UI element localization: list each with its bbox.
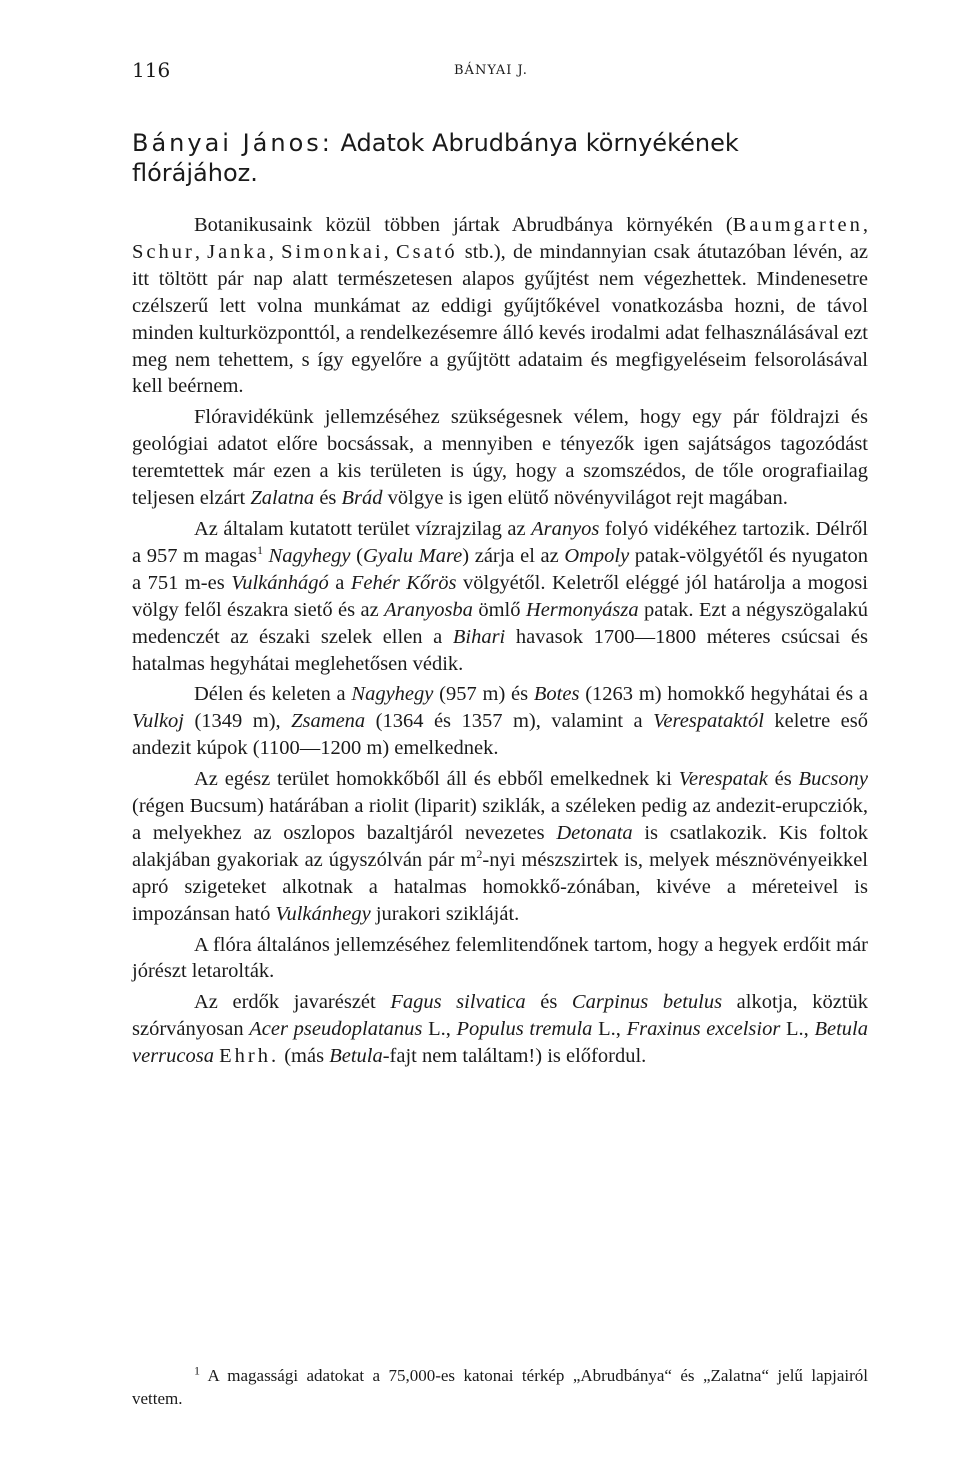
paragraph-1: Botanikusaink közül többen jártak Abrudbánya környékén (Baumgarten, Schur, Janka, Simonkai, Csató stb.), de mindannyian csak átutazóban lévén, az itt töltött pár nap alatt természetesen alapos gyűjtést nem végezhettek. Mindenesetre czélszerű lett volna munkámat az eddigi gyűjtőkével vonatkozásba hozni, de távol minden kulturközponttól, a rendelkezésemre álló kevés irodalmi adat felhasználásával ezt meg nem tehettem, s így egyelőre a gyűjtött adataim és megfigyeléseim felsorolásával kell beérnem. xyxy=(132,214,869,398)
running-head: BÁNYAI J. xyxy=(454,63,528,78)
paragraph-2: Flóravidékünk jellemzéséhez szükségesnek vélem, hogy egy pár földrajzi és geológiai adatot előre bocsássak, a mennyiben e tényezők igen sajátságos tagozódást teremtettek már ezen a kis területen is úgy, hogy a szomszédos, de tőle orografiailag teljesen elzárt Zalatna és Brád völgye is igen elütő növényvilágot rejt magában. xyxy=(132,406,868,510)
footnote-marker: 1 xyxy=(194,1363,200,1378)
paragraph-7: Az erdők javarészét Fagus silvatica és Carpinus betulus alkotja, köztük szórványosan Acer pseudoplatanus L., Populus tremula L., Fraxinus excelsior L., Betula verrucosa Ehrh. (más Betula-fajt nem találtam!) is előfordul. xyxy=(132,991,868,1068)
title-author: Bányai János: xyxy=(132,129,333,157)
paragraph-5: Az egész terület homokkőből áll és ebből emelkednek ki Verespatak és Bucsony (régen Bucsum) határában a riolit (liparit) sziklák, a széleken pedig az andezit-erupcziók, a melyekhez az oszlopos bazaltjáról nevezetes Detonata is csatlakozik. Kis foltok alakjában gyakoriak az úgyszólván pár $m^2$-nyi mészszirtek is, melyek mésznövényeikkel apró szigeteket alkotnak a hatalmas homokkő-zónában, kivéve a méreteivel is impozánsan ható Vulkánhegy jurakori szikláját. xyxy=(132,768,868,925)
footnote-ref: 1 xyxy=(256,543,263,558)
title-text: Adatok Abrudbánya környékének flórájához. xyxy=(132,129,739,187)
footnote xyxy=(132,1364,868,1410)
article-body xyxy=(132,212,868,1074)
paragraph-6: A flóra általános jellemzéséhez felemlitendőnek tartom, hogy a hegyek erdőit már jórészt letarolták. xyxy=(132,933,868,983)
article-title xyxy=(132,128,872,188)
paragraph-4: Délen és keleten a Nagyhegy (957 m) és Botes (1263 m) homokkő hegyhátai és a Vulkoj (1349 m), Zsamena (1364 és 1357 m), valamint a Verespataktól keletre eső andezit kúpok (1100—1200 m) emelkednek. xyxy=(132,683,868,760)
paragraph-3: Az általam kutatott terület vízrajzilag az Aranyos folyó vidékéhez tartozik. Délről a 957 m magas$^1$ Nagyhegy (Gyalu Mare) zárja el az Ompoly patak-völgyétől és nyugaton a 751 m-es Vulkánhágó a Fehér Kőrös völgyétől. Keletről eléggé jól határolja a mogosi völgy felől északra siető és az Aranyosba ömlő Hermonyásza patak. Ezt a négyszögalakú medenczét az északi szelek ellen a Bihari havasok 1700—1800 méteres csúcsai és hatalmas hegyhátai meglehetősen védik. xyxy=(132,517,869,675)
page-header xyxy=(132,58,868,88)
page-number: 116 xyxy=(132,58,171,82)
footnote-text: A magassági adatokat a 75,000-es katonai térkép „Abrudbánya“ és „Zalatna“ jelű lapjairól vettem. xyxy=(132,1366,868,1408)
